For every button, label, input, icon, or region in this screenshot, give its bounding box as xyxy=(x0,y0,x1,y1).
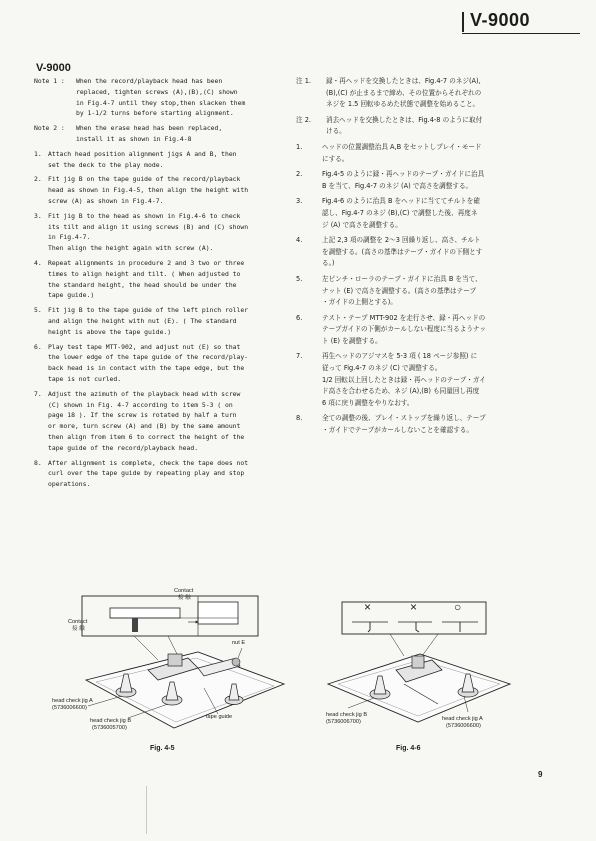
japanese-item-text: ナット (E) で高さを調整する。(高さの基準はテープ xyxy=(322,286,477,295)
japanese-item-text: ける。 xyxy=(326,127,346,136)
english-item-text: tape guide of the record/playback head. xyxy=(48,443,199,452)
jig-b-part-number: (5736005700) xyxy=(92,725,127,731)
japanese-item-text: 上記 2,3 項の調整を 2〜3 回繰り返し、高さ、チルト xyxy=(322,236,481,245)
japanese-line xyxy=(296,386,572,398)
japanese-item-marker xyxy=(296,99,326,111)
english-item-marker xyxy=(34,243,48,254)
japanese-item-marker: 注 1. xyxy=(296,77,311,85)
english-line xyxy=(34,185,294,196)
japanese-item-text: テスト・テープ MTT-902 を走行させ、録・再ヘッドの xyxy=(322,313,486,322)
english-line xyxy=(34,87,294,98)
japanese-instructions xyxy=(296,76,572,437)
japanese-line xyxy=(296,169,572,181)
tape-guide-label: tape guide xyxy=(206,714,233,720)
english-line xyxy=(34,327,294,338)
page-header-model: V-9000 xyxy=(470,10,531,30)
japanese-item-marker xyxy=(296,297,322,309)
english-item-text: and align the height with nut (E). ( The standard xyxy=(48,316,237,325)
japanese-line xyxy=(296,351,572,363)
english-item-text: or more, turn screw (A) and (B) by the same amount xyxy=(48,422,241,431)
japanese-item-text: ネジを 1.5 回転ゆるめた状態で調整を始めること。 xyxy=(326,100,480,109)
japanese-item-marker: 3. xyxy=(296,197,303,206)
english-item-marker xyxy=(34,468,48,479)
english-line xyxy=(34,211,294,222)
english-item-marker xyxy=(34,443,48,454)
english-item-marker xyxy=(34,432,48,443)
header-bar xyxy=(462,12,464,32)
figure-4-6 xyxy=(318,592,518,742)
english-line xyxy=(34,76,294,87)
english-item-text: the standard height, the head should be under the xyxy=(48,280,237,289)
english-item-marker xyxy=(34,160,48,171)
japanese-item-text: ド高さを合わせるため、ネジ (A),(B) も同量回し再度 xyxy=(322,387,480,396)
english-item-text: Adjust the azimuth of the playback head with screw xyxy=(48,389,241,398)
japanese-line xyxy=(296,258,572,270)
contact-label-top: Contact xyxy=(174,588,194,594)
english-line xyxy=(34,108,294,119)
japanese-item-marker xyxy=(296,247,322,259)
english-item-marker: 6. xyxy=(34,342,42,351)
english-item-text: screw (A) as shown in Fig.4-7. xyxy=(48,196,164,205)
japanese-line xyxy=(296,313,572,325)
japanese-line xyxy=(296,154,572,166)
japanese-item-text: 全ての調整の後、プレイ・ストップを繰り返し、テープ xyxy=(322,414,486,423)
header-rule xyxy=(462,33,580,34)
english-item-text: When the record/playback head has been xyxy=(76,77,223,85)
english-item-marker xyxy=(34,410,48,421)
english-item-marker xyxy=(34,196,48,207)
japanese-line xyxy=(296,235,572,247)
english-line xyxy=(34,305,294,316)
figure-4-6-caption: Fig. 4-6 xyxy=(396,745,421,752)
english-line xyxy=(34,363,294,374)
japanese-item-marker xyxy=(296,154,322,166)
japanese-line xyxy=(296,208,572,220)
english-item-text: in Fig.4-7. xyxy=(48,233,91,242)
english-item-text: set the deck to the play mode. xyxy=(48,160,164,169)
japanese-item-text: 再生ヘッドのアジマスを 5-3 項 ( 18 ページ参照) に xyxy=(322,352,478,361)
english-item-text: Play test tape MTT-902, and adjust nut (E) so that xyxy=(48,342,241,351)
japanese-item-marker: 6. xyxy=(296,313,303,322)
jig-a-label: head check jig A xyxy=(52,698,93,704)
english-item-marker: 2. xyxy=(34,175,42,184)
japanese-item-marker xyxy=(296,336,322,348)
tilt-mark-correct: ○ xyxy=(454,600,462,614)
japanese-item-marker: 注 2. xyxy=(296,115,311,124)
english-item-text: Then align the height again with screw (A). xyxy=(48,244,214,253)
english-item-text: Fit jig B to the tape guide of the left pinch roller xyxy=(48,306,249,315)
japanese-item-text: る。) xyxy=(322,259,335,268)
english-item-marker xyxy=(34,108,76,119)
japanese-item-marker xyxy=(296,286,322,298)
english-item-marker xyxy=(34,374,48,385)
tilt-mark-wrong-2: × xyxy=(410,600,418,614)
english-line xyxy=(34,258,294,269)
page-number: 9 xyxy=(538,770,543,779)
english-line xyxy=(34,134,294,145)
english-item-text: install it as shown in Fig.4-8 xyxy=(76,134,192,143)
japanese-line xyxy=(296,274,572,286)
nut-e-label: nut E xyxy=(232,640,246,646)
english-item-marker xyxy=(34,327,48,338)
japanese-item-text: Fig.4-6 のように治具 B をヘッドに当ててチルトを確 xyxy=(322,197,480,206)
japanese-line xyxy=(296,297,572,309)
japanese-line xyxy=(296,336,572,348)
japanese-item-marker: 2. xyxy=(296,170,303,179)
english-line xyxy=(34,374,294,385)
english-item-marker xyxy=(34,87,76,98)
fig46-jig-b-label: head check jig B xyxy=(326,712,368,718)
japanese-line xyxy=(296,324,572,336)
english-item-marker: 4. xyxy=(34,258,42,267)
english-line xyxy=(34,149,294,160)
english-item-marker xyxy=(34,290,48,301)
japanese-line xyxy=(296,142,572,154)
english-item-text: tape guide.) xyxy=(48,291,95,300)
japanese-item-text: ジ (A) で高さを調整する。 xyxy=(322,220,402,229)
japanese-item-text: ト (E) を調整する。 xyxy=(322,336,382,345)
english-item-text: operations. xyxy=(48,480,91,489)
japanese-line xyxy=(296,425,572,437)
english-item-marker xyxy=(34,280,48,291)
english-item-marker: Note 1 : xyxy=(34,77,65,85)
japanese-line xyxy=(296,115,572,127)
japanese-line xyxy=(296,286,572,298)
english-item-text: back head is in contact with the tape edge, but the xyxy=(48,364,245,373)
english-item-marker xyxy=(34,222,48,233)
contact-label-top-jp: 接 触 xyxy=(178,595,191,601)
contact-label-left: Contact xyxy=(68,619,88,625)
english-item-marker xyxy=(34,232,48,243)
japanese-line xyxy=(296,398,572,410)
english-line xyxy=(34,98,294,109)
english-item-text: curl over the tape guide by repeating play and stop xyxy=(48,469,245,478)
english-line xyxy=(34,468,294,479)
japanese-item-marker xyxy=(296,220,322,232)
english-item-marker xyxy=(34,400,48,411)
english-item-marker xyxy=(34,269,48,280)
english-line xyxy=(34,222,294,233)
japanese-item-text: 認し、Fig.4-7 のネジ (B),(C) で調整した後、再度ネ xyxy=(322,208,478,217)
japanese-item-text: ・ガイドの上側とする)。 xyxy=(322,298,397,307)
japanese-item-marker: 5. xyxy=(296,274,303,283)
japanese-item-text: テープガイドの下側がカールしない程度に当るようナッ xyxy=(322,325,486,334)
japanese-item-marker xyxy=(296,386,322,398)
japanese-line xyxy=(296,76,572,88)
japanese-line xyxy=(296,181,572,193)
english-line xyxy=(34,174,294,185)
japanese-item-text: 従って Fig.4-7 のネジ (C) で調整する。 xyxy=(322,364,442,373)
japanese-line xyxy=(296,363,572,375)
english-line xyxy=(34,243,294,254)
english-line xyxy=(34,316,294,327)
english-item-text: Fit jig B on the tape guide of the record/playback xyxy=(48,175,241,184)
english-line xyxy=(34,432,294,443)
english-line xyxy=(34,232,294,243)
japanese-line xyxy=(296,126,572,138)
figure-4-5 xyxy=(48,588,288,748)
english-line xyxy=(34,342,294,353)
japanese-item-marker xyxy=(296,258,322,270)
japanese-item-marker xyxy=(296,324,322,336)
japanese-item-marker xyxy=(296,88,326,100)
english-line xyxy=(34,290,294,301)
section-heading: V-9000 xyxy=(36,62,71,74)
english-line xyxy=(34,400,294,411)
english-item-marker: 1. xyxy=(34,149,42,158)
japanese-item-text: 消去ヘッドを交換したときは、Fig.4-8 のように取付 xyxy=(326,115,483,124)
english-item-text: When the erase head has been replaced, xyxy=(76,124,223,133)
scan-artifact-line xyxy=(146,786,147,834)
english-line xyxy=(34,123,294,134)
japanese-item-text: 6 項に戻り調整をやりなおす。 xyxy=(322,398,414,407)
english-line xyxy=(34,410,294,421)
english-item-marker xyxy=(34,134,76,145)
japanese-item-marker xyxy=(296,363,322,375)
english-item-text: Attach head position alignment jigs A and B, then xyxy=(48,149,237,158)
english-item-text: tape is not curled. xyxy=(48,374,122,383)
japanese-item-text: 1/2 回転以上回したときは録・再ヘッドのテープ・ガイ xyxy=(322,375,486,384)
english-item-text: in Fig.4-7 until they stop,then slacken them xyxy=(76,98,246,107)
japanese-item-marker xyxy=(296,181,322,193)
english-item-text: times to align height and tilt. ( When adjusted to xyxy=(48,269,241,278)
japanese-item-text: 左ピンチ・ローラのテープ・ガイドに治具 B を当て、 xyxy=(322,274,482,283)
english-item-text: the lower edge of the tape guide of the record/play- xyxy=(48,353,249,362)
english-line xyxy=(34,389,294,400)
fig46-jig-a-part-number: (5736006600) xyxy=(446,723,481,729)
english-line xyxy=(34,269,294,280)
japanese-item-text: B を当て、Fig.4-7 のネジ (A) で高さを調整する。 xyxy=(322,181,473,190)
japanese-line xyxy=(296,247,572,259)
english-item-text: After alignment is complete, check the tape does not xyxy=(48,458,249,467)
english-item-text: Fit jig B to the head as shown in Fig.4-6 to check xyxy=(48,211,241,220)
english-line xyxy=(34,280,294,291)
japanese-item-text: にする。 xyxy=(322,154,349,163)
japanese-item-text: 録・再ヘッドを交換したときは、Fig.4-7 のネジ(A), xyxy=(326,77,481,85)
english-item-marker: Note 2 : xyxy=(34,124,65,133)
japanese-line xyxy=(296,99,572,111)
fig46-jig-a-label: head check jig A xyxy=(442,716,483,722)
japanese-line xyxy=(296,375,572,387)
english-item-marker xyxy=(34,98,76,109)
japanese-line xyxy=(296,220,572,232)
japanese-item-text: ・ガイドでテープがカールしないことを確認する。 xyxy=(322,426,473,435)
figure-4-5-drawing xyxy=(48,588,288,748)
english-item-marker xyxy=(34,352,48,363)
english-item-marker xyxy=(34,479,48,490)
english-line xyxy=(34,479,294,490)
fig46-jig-b-part-number: (5736006700) xyxy=(326,719,361,725)
english-item-marker xyxy=(34,316,48,327)
english-item-text: replaced, tighten screws (A),(B),(C) shown xyxy=(76,87,238,96)
english-item-text: head as shown in Fig.4-5, then align the height with xyxy=(48,186,249,195)
english-item-marker xyxy=(34,363,48,374)
english-item-text: height is above the tape guide.) xyxy=(48,327,172,336)
japanese-item-text: を調整する。(高さの基準はテープ・ガイドの下側とす xyxy=(322,247,483,256)
english-item-marker xyxy=(34,421,48,432)
japanese-line xyxy=(296,88,572,100)
english-line xyxy=(34,458,294,469)
japanese-item-marker: 8. xyxy=(296,414,303,423)
english-item-marker: 5. xyxy=(34,306,42,315)
japanese-item-text: ヘッドの位置調整治具 A,B をセットしプレイ・モード xyxy=(322,142,482,151)
english-item-text: (C) shown in Fig. 4-7 according to item 5-3 ( on xyxy=(48,400,233,409)
english-item-marker xyxy=(34,185,48,196)
japanese-item-marker: 7. xyxy=(296,352,303,361)
english-line xyxy=(34,196,294,207)
english-item-marker: 3. xyxy=(34,211,42,220)
english-item-marker: 8. xyxy=(34,458,42,467)
jig-b-label: head check jig B xyxy=(90,718,132,724)
english-item-text: then align from item 6 to correct the height of the xyxy=(48,432,245,441)
japanese-item-marker xyxy=(296,208,322,220)
english-line xyxy=(34,160,294,171)
japanese-item-marker xyxy=(296,375,322,387)
tilt-mark-wrong-1: × xyxy=(364,600,372,614)
japanese-item-marker: 4. xyxy=(296,236,303,245)
english-line xyxy=(34,443,294,454)
english-line xyxy=(34,421,294,432)
jig-a-part-number: (5736006600) xyxy=(52,705,87,711)
japanese-item-marker xyxy=(296,126,326,138)
japanese-item-marker xyxy=(296,398,322,410)
english-line xyxy=(34,352,294,363)
japanese-item-marker: 1. xyxy=(296,142,303,151)
japanese-line xyxy=(296,413,572,425)
english-item-text: Repeat alignments in procedure 2 and 3 two or three xyxy=(48,258,245,267)
japanese-line xyxy=(296,196,572,208)
japanese-item-text: (B),(C) が止まるまで締め、その位置からそれぞれの xyxy=(326,88,482,97)
english-item-text: by 1-1/2 turns before starting alignment. xyxy=(76,109,234,118)
english-item-marker: 7. xyxy=(34,389,42,398)
figure-4-5-caption: Fig. 4-5 xyxy=(150,745,175,752)
english-instructions xyxy=(34,76,294,490)
contact-label-left-jp: 接 触 xyxy=(72,626,85,632)
english-item-text: page 18 ). If the screw is rotated by half a turn xyxy=(48,411,237,420)
japanese-item-text: Fig.4-5 のように録・再ヘッドのテープ・ガイドに治具 xyxy=(322,170,485,179)
japanese-item-marker xyxy=(296,425,322,437)
english-item-text: its tilt and align it using screws (B) and (C) shown xyxy=(48,222,249,231)
